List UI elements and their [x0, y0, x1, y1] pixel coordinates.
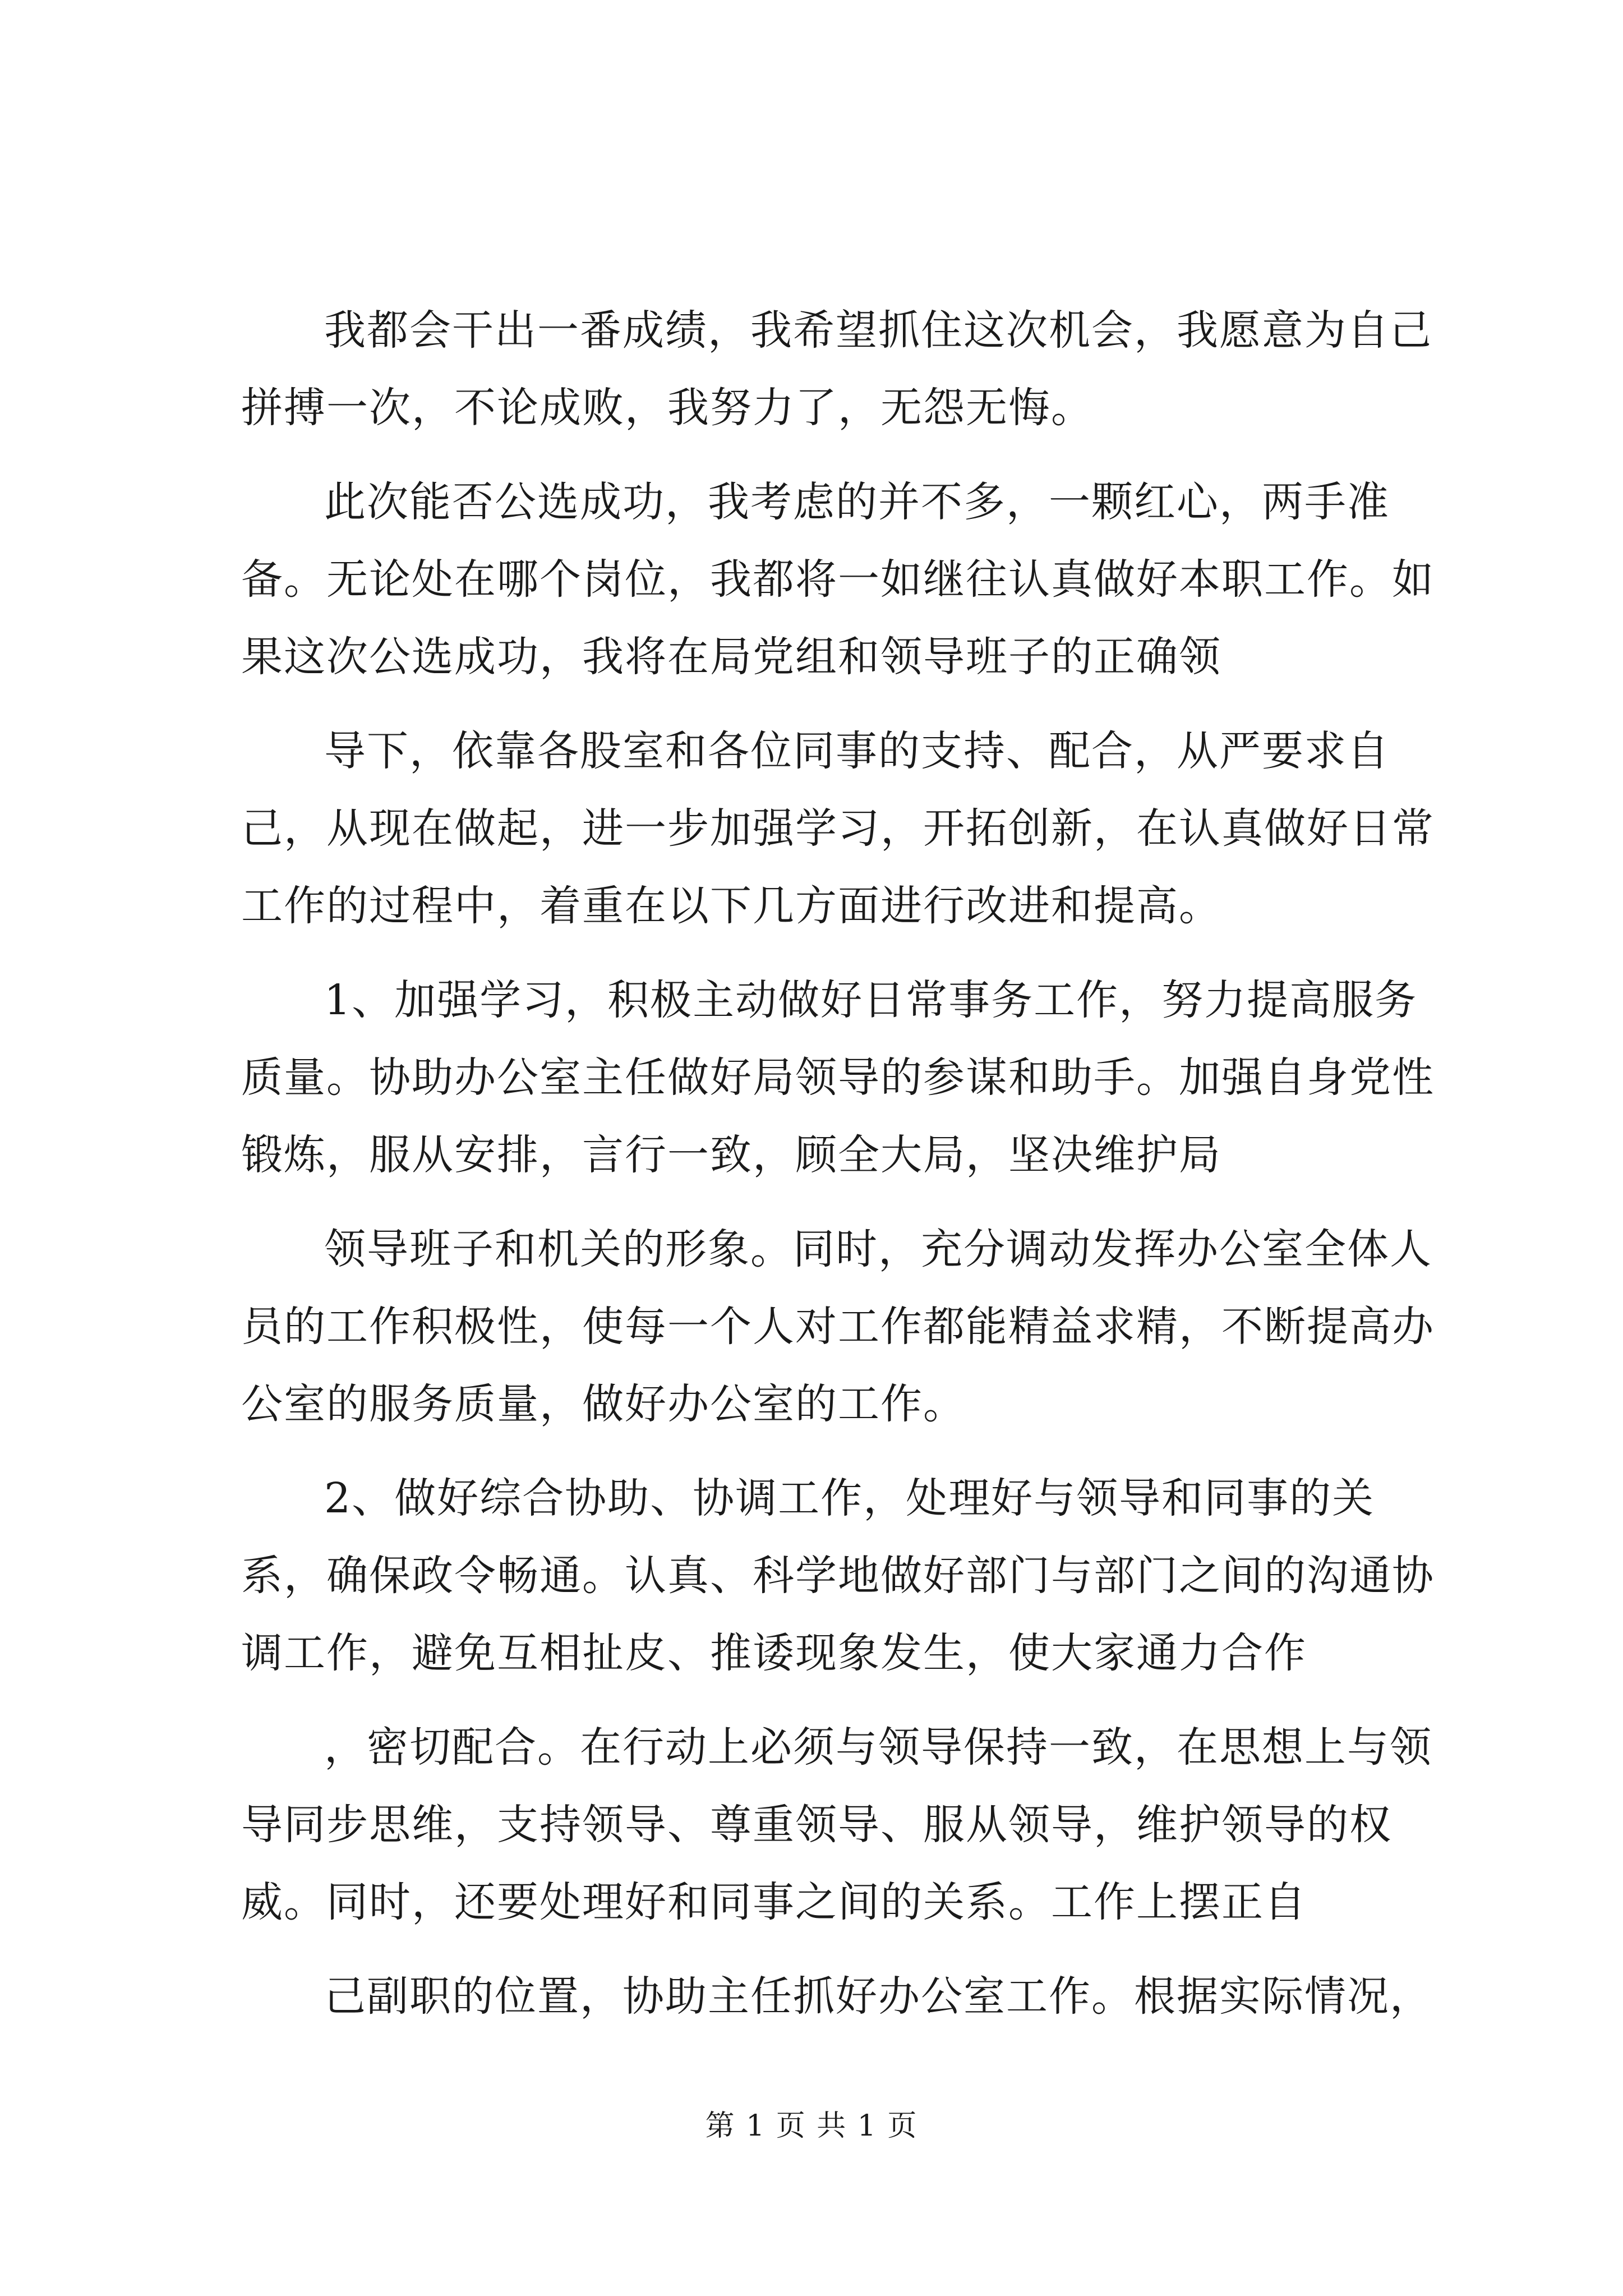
page-footer — [0, 2106, 1623, 2146]
paragraph-7: ，密切配合。在行动上必须与领导保持一致，在思想上与领导同步思维，支持领导、尊重领导、服从领导，维护领导的权威。同时，还要处理好和同事之间的关系。工作上摆正自 — [241, 1723, 1432, 1926]
paragraph-4: 1、加强学习，积极主动做好日常事务工作，努力提高服务质量。协助办公室主任做好局领导的参谋和助手。加强自身党性锻炼，服从安排，言行一致，顾全大局，坚决维护局 — [241, 976, 1435, 1179]
paragraph-2: 此次能否公选成功，我考虑的并不多，一颗红心，两手准备。无论处在哪个岗位，我都将一如继往认真做好本职工作。如果这次公选成功，我将在局党组和领导班子的正确领 — [241, 478, 1435, 681]
paragraph-5: 领导班子和机关的形象。同时，充分调动发挥办公室全体人员的工作积极性，使每一个人对工作都能精益求精，不断提高办公室的服务质量，做好办公室的工作。 — [241, 1225, 1435, 1428]
paragraph-3: 导下，依靠各股室和各位同事的支持、配合，从严要求自己，从现在做起，进一步加强学习，开拓创新，在认真做好日常工作的过程中，着重在以下几方面进行改进和提高。 — [241, 727, 1435, 930]
page-number-label: 第 1 页 共 1 页 — [705, 2109, 918, 2143]
paragraph-8: 己副职的位置，协助主任抓好办公室工作。根据实际情况， — [324, 1972, 1432, 2021]
paragraph-1: 我都会干出一番成绩，我希望抓住这次机会，我愿意为自己拼搏一次，不论成败，我努力了，无怨无悔。 — [241, 306, 1432, 432]
paragraph-6: 2、做好综合协助、协调工作，处理好与领导和同事的关系，确保政令畅通。认真、科学地做好部门与部门之间的沟通协调工作，避免互相扯皮、推诿现象发生，使大家通力合作 — [241, 1474, 1435, 1677]
document-body — [241, 292, 1441, 2052]
